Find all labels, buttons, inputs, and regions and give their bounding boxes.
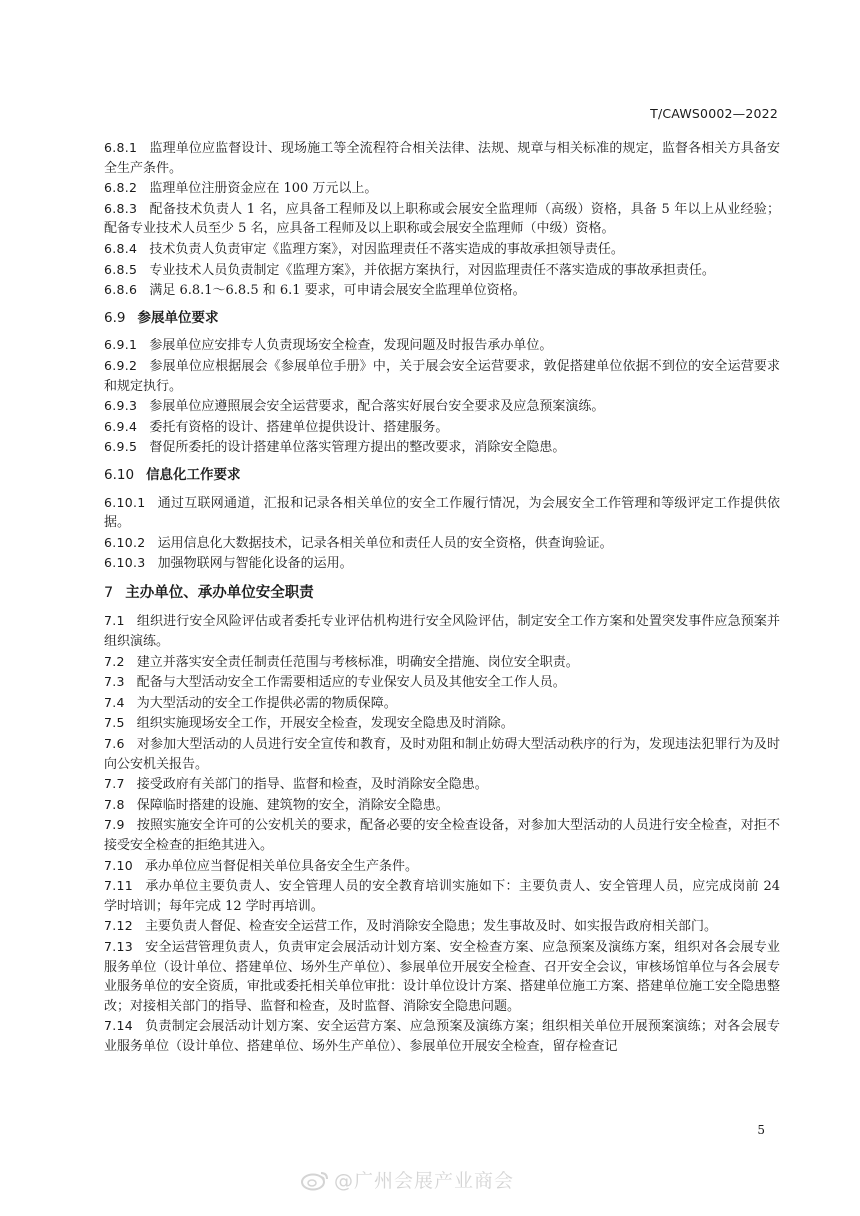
clause-paragraph	[104, 672, 780, 693]
heading-number: 6.9	[104, 309, 126, 326]
clause-text: 监理单位应监督设计、现场施工等全流程符合相关法律、法规、规章与相关标准的规定，监督各相关方具备安全生产条件。	[104, 141, 780, 176]
heading-number: 6.10	[104, 466, 135, 483]
heading-title: 信息化工作要求	[146, 466, 241, 483]
clause-number: 6.8.2	[104, 180, 138, 196]
clause-paragraph	[104, 335, 780, 356]
clause-paragraph	[104, 396, 780, 417]
clause-paragraph	[104, 178, 780, 199]
clause-paragraph	[104, 1016, 780, 1056]
clause-paragraph	[104, 553, 780, 574]
clause-text: 配备与大型活动安全工作需要相适应的专业保安人员及其他安全工作人员。	[136, 675, 566, 691]
clause-number: 7.13	[104, 938, 134, 954]
clause-paragraph	[104, 856, 780, 877]
clause-paragraph	[104, 713, 780, 734]
clause-number: 7.2	[104, 653, 125, 669]
clause-text: 监理单位注册资金应在 100 万元以上。	[149, 181, 378, 197]
clause-paragraph	[104, 815, 780, 855]
clause-paragraph	[104, 611, 780, 651]
clause-number: 7.5	[104, 715, 125, 731]
document-code: T/CAWS0002—2022	[650, 106, 778, 121]
clause-text: 主要负责人督促、检查安全运营工作，及时消除安全隐患；发生事故及时、如实报告政府相关部门。	[145, 919, 718, 935]
clause-text: 对参加大型活动的人员进行安全宣传和教育，及时劝阻和制止妨碍大型活动秩序的行为，发现违法犯罪行为及时向公安机关报告。	[104, 737, 780, 772]
clause-number: 7.9	[104, 817, 125, 833]
document-body	[104, 138, 780, 1057]
clause-number: 6.9.2	[104, 357, 138, 373]
clause-number: 7.14	[104, 1018, 134, 1034]
clause-paragraph	[104, 876, 780, 916]
clause-paragraph	[104, 239, 780, 260]
section-6-9-list	[104, 335, 780, 458]
clause-number: 6.8.4	[104, 240, 138, 256]
clause-text: 专业技术人员负责制定《监理方案》，并依据方案执行，对因监理责任不落实造成的事故承担责任。	[149, 262, 715, 278]
chapter-heading-7	[104, 584, 780, 604]
clause-paragraph	[104, 199, 780, 239]
clause-paragraph	[104, 652, 780, 673]
section-heading-6-10	[104, 466, 780, 486]
clause-text: 加强物联网与智能化设备的运用。	[157, 556, 353, 572]
clause-text: 通过互联网通道，汇报和记录各相关单位的安全工作履行情况，为会展安全工作管理和等级评定工作提供依据。	[104, 495, 780, 531]
section-heading-6-9	[104, 309, 780, 329]
clause-paragraph	[104, 533, 780, 554]
clause-number: 7.6	[104, 736, 125, 752]
clause-number: 6.10.3	[104, 555, 146, 571]
clause-text: 满足 6.8.1～6.8.5 和 6.1 要求，可申请会展安全监理单位资格。	[149, 283, 526, 299]
clause-paragraph	[104, 937, 780, 1016]
clause-text: 组织进行安全风险评估或者委托专业评估机构进行安全风险评估，制定安全工作方案和处置突发事件应急预案并组织演练。	[104, 614, 780, 650]
clause-text: 组织实施现场安全工作，开展安全检查，发现安全隐患及时消除。	[136, 716, 514, 732]
watermark-text: @广州会展产业商会	[334, 1170, 515, 1192]
clause-paragraph	[104, 417, 780, 438]
clause-number: 7.1	[104, 613, 125, 629]
clause-text: 参展单位应安排专人负责现场安全检查，发现问题及时报告承办单位。	[149, 338, 553, 354]
section-6-10-list	[104, 493, 780, 574]
clause-text: 保障临时搭建的设施、建筑物的安全，消除安全隐患。	[136, 797, 449, 813]
clause-number: 6.8.1	[104, 140, 138, 155]
clause-text: 委托有资格的设计、搭建单位提供设计、搭建服务。	[149, 419, 449, 435]
clause-text: 督促所委托的设计搭建单位落实管理方提出的整改要求，消除安全隐患。	[149, 440, 566, 456]
clause-text: 建立并落实安全责任制责任范围与考核标准，明确安全措施、岗位安全职责。	[136, 654, 579, 670]
clause-paragraph	[104, 138, 780, 178]
clause-paragraph	[104, 916, 780, 937]
clause-number: 6.8.6	[104, 282, 138, 298]
clause-text: 接受政府有关部门的指导、监督和检查，及时消除安全隐患。	[136, 777, 488, 793]
clause-paragraph	[104, 280, 780, 301]
clause-paragraph	[104, 493, 780, 533]
watermark	[300, 1166, 514, 1193]
clause-paragraph	[104, 437, 780, 458]
clause-paragraph	[104, 260, 780, 281]
clause-text: 配备技术负责人 1 名，应具备工程师及以上职称或会展安全监理师（高级）资格，具备 5 年以上从业经验；配备专业技术人员至少 5 名，应具备工程师及以上职称或会展安全监理师（中级）资格。	[104, 201, 780, 237]
clause-number: 7.4	[104, 694, 125, 710]
clause-number: 6.10.1	[104, 494, 146, 510]
heading-title: 主办单位、承办单位安全职责	[125, 584, 314, 601]
clause-number: 6.10.2	[104, 534, 146, 550]
clause-number: 6.9.4	[104, 418, 138, 434]
weibo-logo-icon	[300, 1169, 330, 1191]
clause-text: 按照实施安全许可的公安机关的要求，配备必要的安全检查设备，对参加大型活动的人员进行安全检查，对拒不接受安全检查的拒绝其进入。	[104, 818, 780, 853]
clause-text: 技术负责人负责审定《监理方案》，对因监理责任不落实造成的事故承担领导责任。	[149, 241, 624, 257]
clause-text: 承办单位主要负责人、安全管理人员的安全教育培训实施如下：主要负责人、安全管理人员，应完成岗前 24 学时培训；每年完成 12 学时再培训。	[104, 879, 780, 914]
clause-paragraph	[104, 693, 780, 714]
clause-text: 为大型活动的安全工作提供必需的物质保障。	[136, 695, 397, 711]
heading-title: 参展单位要求	[137, 309, 219, 326]
clause-number: 6.8.3	[104, 200, 138, 216]
clause-text: 参展单位应根据展会《参展单位手册》中，关于展会安全运营要求，敦促搭建单位依据不到位的安全运营要求和规定执行。	[104, 358, 780, 394]
clause-number: 7.3	[104, 674, 125, 690]
clause-text: 运用信息化大数据技术，记录各相关单位和责任人员的安全资格，供查询验证。	[157, 535, 613, 551]
clause-text: 参展单位应遵照展会安全运营要求，配合落实好展台安全要求及应急预案演练。	[149, 399, 605, 415]
clause-paragraph	[104, 734, 780, 774]
clause-number: 7.11	[104, 878, 134, 894]
section-7-list	[104, 611, 780, 1056]
section-6-8-list	[104, 138, 780, 301]
clause-text: 承办单位应当督促相关单位具备安全生产条件。	[145, 858, 419, 874]
clause-paragraph	[104, 795, 780, 816]
clause-number: 6.9.1	[104, 337, 138, 353]
clause-number: 7.12	[104, 918, 134, 934]
clause-text: 负责制定会展活动计划方案、安全运营方案、应急预案及演练方案；组织相关单位开展预案演练；对各会展专业服务单位（设计单位、搭建单位、场外生产单位）、参展单位开展安全检查，留存检查记	[104, 1019, 780, 1054]
clause-number: 7.8	[104, 796, 125, 812]
clause-number: 6.9.5	[104, 439, 138, 455]
clause-paragraph	[104, 774, 780, 795]
clause-number: 6.8.5	[104, 261, 138, 277]
clause-number: 7.10	[104, 857, 134, 873]
clause-number: 7.7	[104, 776, 125, 792]
heading-number: 7	[104, 584, 114, 601]
clause-text: 安全运营管理负责人，负责审定会展活动计划方案、安全检查方案、应急预案及演练方案，组织对各会展专业服务单位（设计单位、搭建单位、场外生产单位）、参展单位开展安全检查、召开安全会议，审核场馆单位与各会展专业服务单位的安全资质，审批或委托相关单位审批：设计单位设计方案、搭建单位施工方案、搭建单位施工安全隐患整改；对接相关部门的指导、监督和检查，及时监督、消除安全隐患问题。	[104, 939, 781, 1014]
clause-paragraph	[104, 356, 780, 396]
clause-number: 6.9.3	[104, 398, 138, 414]
page-number: 5	[757, 1123, 765, 1137]
